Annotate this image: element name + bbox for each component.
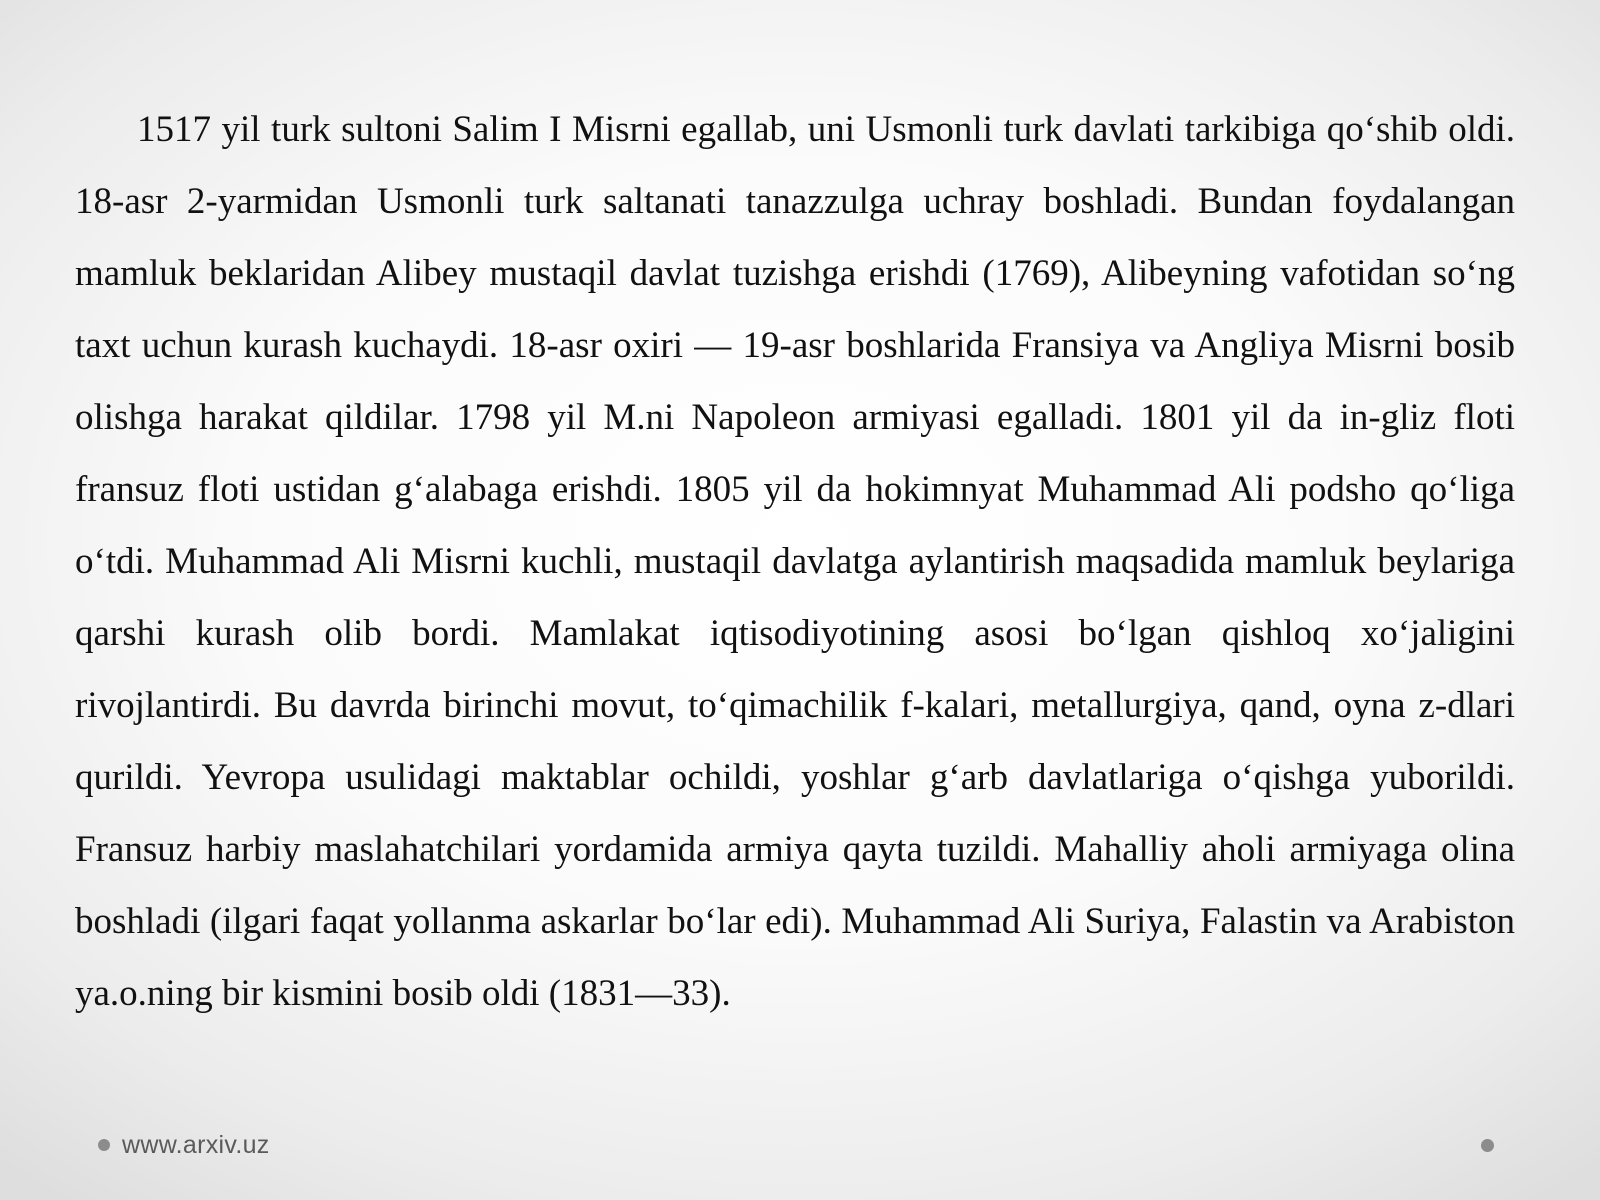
footer-website-text: www.arxiv.uz bbox=[122, 1130, 270, 1159]
bullet-icon bbox=[1481, 1139, 1494, 1152]
bullet-icon bbox=[98, 1139, 110, 1151]
body-paragraph: 1517 yil turk sultoni Salim I Misrni egallab, uni Usmonli turk davlati tarkibiga qo‘shib oldi. 18-asr 2-yarmidan Usmonli turk saltanati tanazzulga uchray boshladi. Bundan foydalangan mamluk beklaridan Alibey mustaqil davlat tuzishga erishdi (1769), Alibeyning vafotidan so‘ng taxt uchun kurash kuchaydi. 18-asr oxiri — 19-asr boshlarida Fransiya va Angliya Misrni bosib olishga harakat qildilar. 1798 yil M.ni Napoleon armiyasi egalladi. 1801 yil da in-gliz floti fransuz floti ustidan g‘alabaga erishdi. 1805 yil da hokimnyat Muhammad Ali podsho qo‘liga o‘tdi. Muhammad Ali Misrni kuchli, mustaqil davlatga aylantirish maqsadida mamluk beylariga qarshi kurash olib bordi. Mamlakat iqtisodiyotining asosi bo‘lgan qishloq xo‘jaligini rivojlantirdi. Bu davrda birinchi movut, to‘qimachilik f-kalari, metallurgiya, qand, oyna z-dlari qurildi. Yevropa usulidagi maktablar ochildi, yoshlar g‘arb davlatlariga o‘qishga yuborildi. Fransuz harbiy maslahatchilari yordamida armiya qayta tuzildi. Mahalliy aholi armiyaga olina boshladi (ilgari faqat yollanma askarlar bo‘lar edi). Muhammad Ali Suriya, Falastin va Arabiston ya.o.ning bir kismini bosib oldi (1831—33). bbox=[75, 109, 1515, 1014]
footer-source bbox=[98, 1128, 270, 1162]
